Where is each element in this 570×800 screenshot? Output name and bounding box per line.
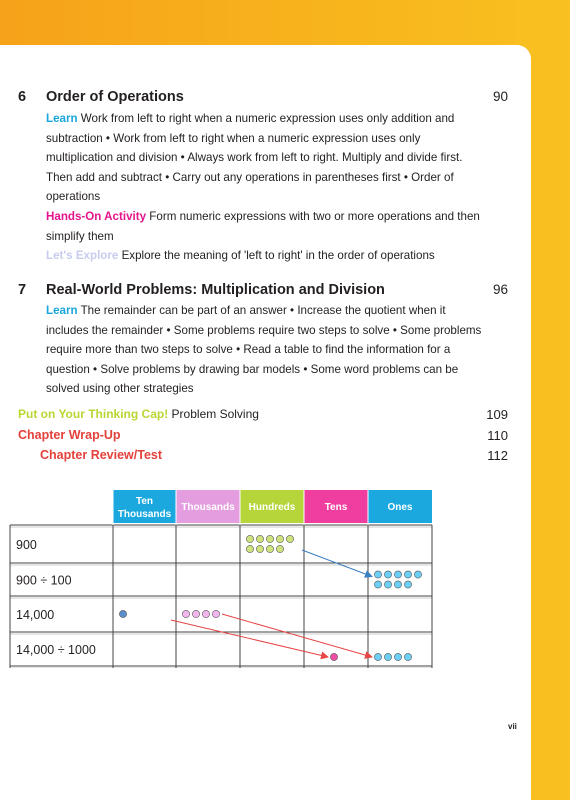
place-value-dot bbox=[330, 653, 337, 660]
section-page-number: 96 bbox=[492, 282, 508, 297]
row-label: 900 bbox=[16, 538, 37, 552]
place-value-dot bbox=[246, 545, 253, 552]
section-6-explore bbox=[46, 246, 484, 266]
shift-arrow bbox=[222, 614, 372, 657]
place-value-dot bbox=[276, 545, 283, 552]
place-value-dot bbox=[202, 610, 209, 617]
thinking-cap-page: 109 bbox=[486, 407, 508, 422]
section-number: 7 bbox=[18, 282, 27, 298]
place-value-dot bbox=[394, 581, 401, 588]
section-6-hands-on bbox=[46, 207, 484, 246]
review-row bbox=[18, 448, 508, 468]
section-6-learn bbox=[46, 109, 484, 207]
learn-label: Learn bbox=[46, 112, 78, 125]
place-value-dot bbox=[374, 571, 381, 578]
review-page: 112 bbox=[487, 448, 508, 463]
wrap-up-label: Chapter Wrap-Up bbox=[18, 428, 121, 442]
header-label: Thousands bbox=[117, 509, 172, 520]
row-label: 14,000 ÷ 1000 bbox=[16, 643, 96, 657]
learn-label: Learn bbox=[46, 304, 78, 317]
thinking-cap-text: Problem Solving bbox=[168, 407, 259, 421]
header-label: Thousands bbox=[181, 502, 235, 513]
place-value-dot bbox=[374, 653, 381, 660]
place-value-dot bbox=[384, 653, 391, 660]
header-label: Tens bbox=[324, 502, 348, 513]
place-value-dot bbox=[394, 653, 401, 660]
section-title: Order of Operations bbox=[46, 89, 184, 105]
learn-text: Work from left to right when a numeric expression uses only addition and subtraction • Work from left to right when a numeric expression uses only multiplication and division • Always work from left to right. Multiply and divide first. Then add and subtract • Carry out any operations in parentheses first • Order of operations bbox=[46, 112, 463, 204]
thinking-cap-row bbox=[18, 407, 508, 427]
place-value-dot bbox=[266, 545, 273, 552]
explore-text: Explore the meaning of 'left to right' in the order of operations bbox=[118, 249, 435, 262]
place-value-table bbox=[0, 488, 450, 668]
hands-on-label: Hands-On Activity bbox=[46, 210, 147, 223]
place-value-dot bbox=[182, 610, 189, 617]
wrap-up-row bbox=[18, 428, 508, 448]
place-value-dot bbox=[119, 610, 126, 617]
review-label: Chapter Review/Test bbox=[40, 448, 163, 462]
learn-text: The remainder can be part of an answer • Increase the quotient when it includes the remainder • Some problems require two steps to solve • Some problems require more than two steps to solve • Read a table to find the information for a question • Solve problems by drawing bar models • Some word problems can be solved using other strategies bbox=[46, 304, 482, 396]
page-folio: vii bbox=[508, 722, 517, 731]
place-value-dot bbox=[276, 535, 283, 542]
thinking-cap-label: Put on Your Thinking Cap! bbox=[18, 407, 169, 421]
header-label: Ten bbox=[135, 496, 154, 507]
wrap-up-page: 110 bbox=[487, 428, 508, 443]
place-value-dot bbox=[384, 581, 391, 588]
hands-on-text: Form numeric expressions with two or more operations and then simplify them bbox=[46, 210, 480, 243]
section-page-number: 90 bbox=[492, 89, 508, 104]
place-value-dot bbox=[212, 610, 219, 617]
row-label: 14,000 bbox=[16, 608, 55, 622]
place-value-dot bbox=[256, 545, 263, 552]
place-value-dot bbox=[246, 535, 253, 542]
explore-label: Let's Explore bbox=[46, 249, 119, 262]
section-7-learn bbox=[46, 301, 484, 399]
section-6-heading bbox=[18, 89, 518, 109]
place-value-dot bbox=[404, 653, 411, 660]
place-value-dot bbox=[404, 581, 411, 588]
place-value-dot bbox=[286, 535, 293, 542]
place-value-dot bbox=[384, 571, 391, 578]
place-value-dot bbox=[266, 535, 273, 542]
place-value-dot bbox=[256, 535, 263, 542]
header-label: Ones bbox=[387, 502, 413, 513]
place-value-dot bbox=[192, 610, 199, 617]
section-number: 6 bbox=[18, 89, 27, 105]
section-7-heading bbox=[18, 282, 518, 302]
row-label: 900 ÷ 100 bbox=[16, 573, 72, 588]
header-label: Hundreds bbox=[248, 502, 296, 513]
place-value-dot bbox=[404, 571, 411, 578]
place-value-dot bbox=[414, 571, 421, 578]
place-value-dot bbox=[394, 571, 401, 578]
place-value-dot bbox=[374, 581, 381, 588]
section-title: Real-World Problems: Multiplication and Division bbox=[46, 282, 385, 298]
